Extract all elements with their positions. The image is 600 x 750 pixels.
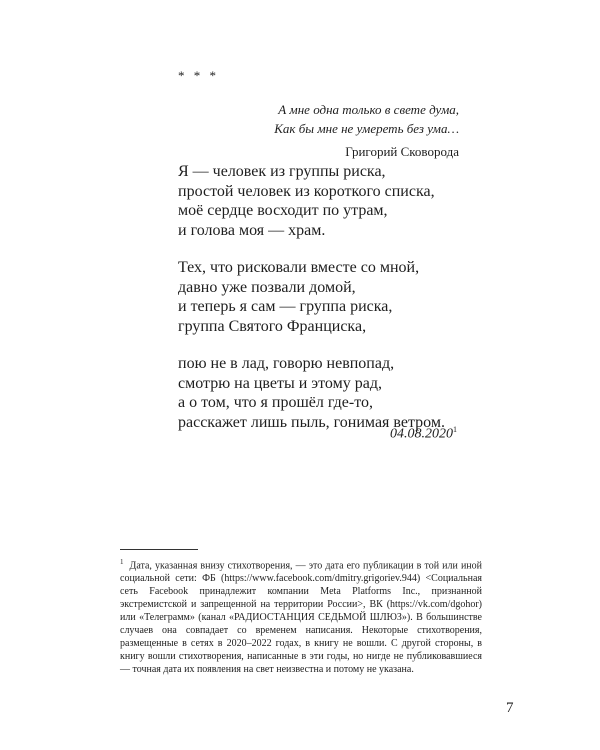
footnote-divider <box>120 549 198 550</box>
verse-line: Тех, что рисковали вместе со мной, <box>178 259 420 276</box>
footnote <box>120 556 482 676</box>
poem-date <box>390 425 457 443</box>
stanza <box>178 162 445 240</box>
section-marker: * * * <box>178 68 219 83</box>
poem <box>178 162 445 450</box>
footnote-reference[interactable]: 1 <box>453 425 457 434</box>
verse-line: моё сердце восходит по утрам, <box>178 202 388 219</box>
epigraph <box>274 100 459 161</box>
verse-line: смотрю на цветы и этому рад, <box>178 374 382 392</box>
poem-date-text: 04.08.2020 <box>390 426 453 442</box>
verse-line: группа Святого Франциска, <box>178 317 367 335</box>
epigraph-line: Как бы мне не умереть без ума… <box>274 121 459 136</box>
verse-line: давно уже позвали домой, <box>178 278 356 296</box>
verse-line: а о том, что я прошёл где-то, <box>178 394 373 411</box>
verse-line: расскажет лишь пыль, гонимая ветром. <box>178 413 445 431</box>
verse-line: простой человек из короткого списка, <box>178 182 435 200</box>
verse-line: пою не в лад, говорю невпопад, <box>178 355 395 372</box>
verse-line: Я — человек из группы риска, <box>178 163 386 180</box>
page-number: 7 <box>506 700 514 716</box>
stanza <box>178 258 445 336</box>
footnote-text: Дата, указанная внизу стихотворения, — это дата его публикации в той или иной социальной сети: ФБ (https://www.facebook.com/dmitry.grigoriev.944) <Социальная сеть Facebook принадлежит компании Meta Platforms Inc., признанной экстремистской и запрещенной на территории России>, ВК (https://vk.com/dgohor) или «Телеграмм» (канал «РАДИОСТАНЦИЯ СЕДЬМОЙ ШЛЮЗ»). В большинстве случаев она совпадает со временем написания. Некоторые стихотворения, размещенные в сетях в 2020–2022 годах, в книгу не вошли. С другой стороны, в книгу вошли стихотворения, написанные в эти годы, но нигде не публиковавшиеся — точная дата их появления на свет неизвестна и потому не указана. <box>120 560 482 676</box>
footnote-number: 1 <box>120 558 124 566</box>
stanza <box>178 354 445 432</box>
verse-line: и теперь я сам — группа риска, <box>178 298 393 315</box>
epigraph-line: А мне одна только в свете дума, <box>278 102 459 117</box>
verse-line: и голова моя — храм. <box>178 221 326 239</box>
epigraph-author: Григорий Сковорода <box>345 144 459 159</box>
